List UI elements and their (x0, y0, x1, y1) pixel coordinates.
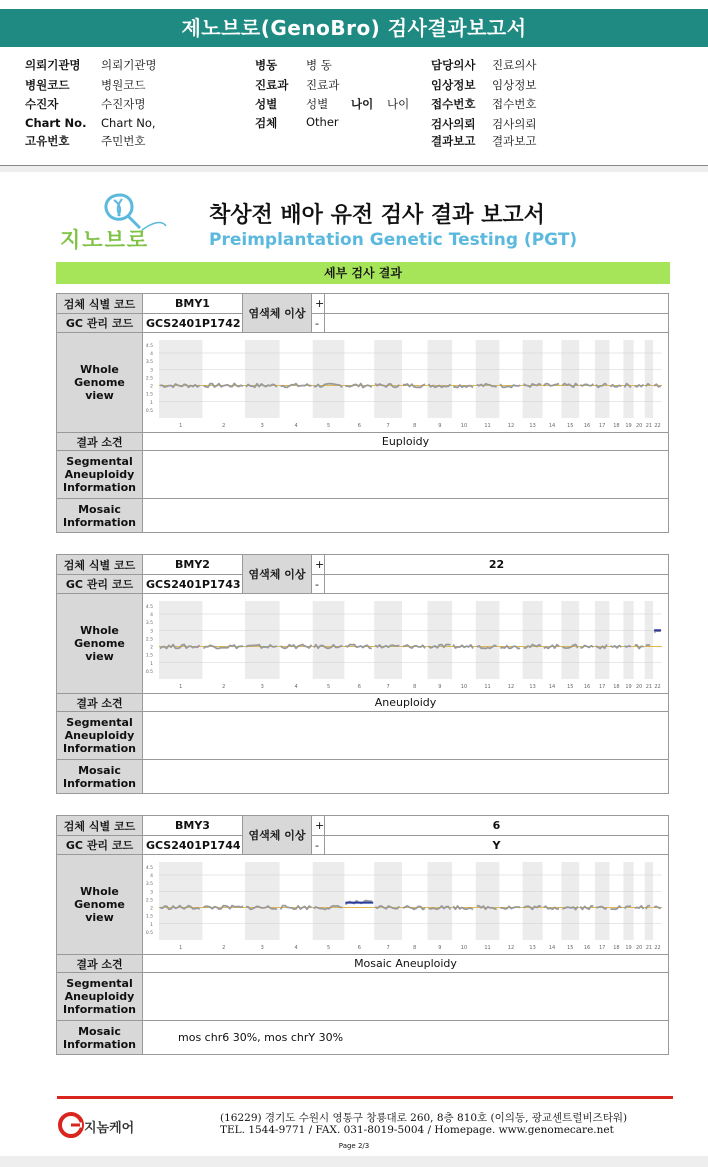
x-tick-label: 6 (357, 944, 361, 951)
whole-genome-label: Whole Genome view (57, 594, 143, 694)
x-tick-label: 15 (567, 944, 574, 951)
sample-table (56, 554, 669, 794)
x-tick-label: 9 (438, 422, 442, 429)
genome-chart (143, 334, 670, 432)
y-tick-label: 1 (150, 400, 153, 406)
segmental-label: Segmental Aneuploidy Information (57, 973, 143, 1021)
x-tick-label: 8 (413, 422, 417, 429)
info-label: Chart No. (25, 116, 87, 130)
chromosome-band (428, 340, 453, 418)
footer-contact: TEL. 1544-9771 / FAX. 031-8019-5004 / Homepage. www.genomecare.net (220, 1124, 614, 1136)
sample-code-label: 검체 식별 코드 (57, 555, 143, 575)
info-value: 병 동 (306, 58, 332, 72)
x-tick-label: 20 (636, 683, 643, 690)
x-tick-label: 9 (438, 944, 442, 951)
x-tick-label: 16 (583, 683, 591, 690)
x-tick-label: 8 (413, 683, 417, 690)
x-tick-label: 22 (654, 683, 661, 690)
mosaic-value (143, 499, 669, 533)
chromosome-band (595, 601, 610, 679)
chromosome-band (374, 601, 402, 679)
chromosome-band (159, 601, 203, 679)
info-label: 검체 (255, 116, 278, 130)
copy-number-trace (635, 384, 644, 386)
y-tick-label: 4 (150, 612, 153, 618)
chromosome-band (523, 862, 543, 940)
y-tick-label: 0.5 (145, 930, 153, 936)
info-value: 병원코드 (101, 78, 146, 92)
info-label: 담당의사 (431, 58, 476, 72)
segmental-label: Segmental Aneuploidy Information (57, 712, 143, 760)
info-value: 임상정보 (492, 78, 537, 92)
finding-value: Mosaic Aneuploidy (143, 955, 669, 973)
mosaic-value (143, 760, 669, 794)
x-tick-label: 7 (386, 944, 390, 951)
chromosome-abnormality-label: 염색체 이상 (243, 555, 312, 594)
y-tick-label: 3.5 (145, 881, 153, 887)
x-tick-label: 4 (294, 422, 298, 429)
y-tick-label: 2 (150, 384, 153, 389)
info-value: Chart No, (101, 116, 156, 130)
x-tick-label: 10 (460, 944, 468, 951)
finding-label: 결과 소견 (57, 433, 143, 451)
x-tick-label: 11 (484, 422, 491, 429)
x-tick-label: 19 (625, 944, 632, 951)
x-tick-label: 6 (357, 422, 361, 429)
chromosome-band (245, 601, 280, 679)
genome-chart (143, 856, 670, 954)
x-tick-label: 4 (294, 683, 298, 690)
x-tick-label: 20 (636, 422, 643, 429)
info-value: 결과보고 (492, 134, 537, 148)
x-tick-label: 4 (294, 944, 298, 951)
info-value: 성별 (306, 97, 329, 111)
mosaic-label: Mosaic Information (57, 499, 143, 533)
x-tick-label: 13 (529, 683, 536, 690)
info-label: 접수번호 (431, 97, 476, 111)
info-label: 의뢰기관명 (25, 58, 81, 72)
y-tick-label: 4 (150, 873, 153, 879)
chromosome-band (313, 601, 345, 679)
mosaic-label: Mosaic Information (57, 760, 143, 794)
chromosome-abnormality-label: 염색체 이상 (243, 816, 312, 855)
x-tick-label: 10 (460, 422, 468, 429)
x-tick-label: 21 (645, 422, 653, 429)
x-tick-label: 11 (484, 683, 491, 690)
x-tick-label: 8 (413, 944, 417, 951)
y-tick-label: 2.5 (145, 375, 153, 381)
section-title: 세부 검사 결과 (56, 262, 670, 284)
genome-chart (143, 595, 670, 693)
info-value: 검사의뢰 (492, 117, 537, 131)
x-tick-label: 14 (548, 944, 556, 951)
chromosome-band (523, 340, 543, 418)
divider-band (0, 166, 708, 172)
chromosome-band (313, 862, 345, 940)
x-tick-label: 13 (529, 422, 536, 429)
x-tick-label: 18 (613, 422, 620, 429)
chromosome-band (623, 340, 633, 418)
x-tick-label: 22 (654, 422, 661, 429)
chromosome-band (595, 862, 610, 940)
footer-company: 지놈케어 (84, 1121, 135, 1136)
x-tick-label: 15 (567, 683, 574, 690)
x-tick-label: 12 (507, 683, 515, 690)
sample-code-value: BMY1 (143, 294, 243, 314)
loss-value (325, 575, 669, 594)
chromosome-band (595, 340, 610, 418)
info-label: 수진자 (25, 97, 59, 111)
chromosome-abnormality-label: 염색체 이상 (243, 294, 312, 333)
x-tick-label: 2 (222, 683, 226, 690)
y-tick-label: 4 (150, 351, 153, 357)
info-label: 성별 (255, 97, 278, 111)
info-value: 나이 (387, 97, 410, 111)
y-tick-label: 0.5 (145, 408, 153, 414)
chromosome-band (645, 340, 653, 418)
y-tick-label: 1 (150, 661, 153, 667)
info-label: 검사의뢰 (431, 117, 476, 131)
y-tick-label: 1 (150, 922, 153, 928)
x-tick-label: 16 (583, 944, 591, 951)
chromosome-band (561, 601, 579, 679)
chromosome-band (645, 601, 653, 679)
mosaic-value: mos chr6 30%, mos chrY 30% (143, 1021, 669, 1055)
sample-code-label: 검체 식별 코드 (57, 816, 143, 836)
y-tick-label: 3 (150, 367, 153, 373)
report-title-korean: 착상전 배아 유전 검사 결과 보고서 (209, 203, 545, 228)
x-tick-label: 19 (625, 422, 632, 429)
info-label: 나이 (351, 97, 374, 111)
x-tick-label: 20 (636, 944, 643, 951)
copy-number-trace (204, 645, 244, 648)
y-tick-label: 1.5 (145, 392, 153, 398)
chromosome-band (159, 340, 203, 418)
mosaic-label: Mosaic Information (57, 1021, 143, 1055)
y-tick-label: 3 (150, 889, 153, 895)
patient-info (0, 52, 708, 164)
segmental-value (143, 712, 669, 760)
x-tick-label: 19 (625, 683, 632, 690)
y-tick-label: 3 (150, 628, 153, 634)
x-tick-label: 22 (654, 944, 661, 951)
chromosome-band (476, 862, 500, 940)
loss-value (325, 314, 669, 333)
finding-value: Aneuploidy (143, 694, 669, 712)
y-tick-label: 4.5 (145, 604, 153, 610)
x-tick-label: 2 (222, 422, 226, 429)
x-tick-label: 5 (326, 944, 331, 951)
gain-sign: + (312, 816, 325, 836)
loss-sign: - (312, 314, 325, 333)
x-tick-label: 17 (598, 683, 606, 690)
x-tick-label: 1 (179, 683, 183, 690)
x-tick-label: 3 (260, 944, 264, 951)
gain-sign: + (312, 294, 325, 314)
sample-table (56, 815, 669, 1055)
genome-chart-cell (143, 333, 669, 433)
bottom-band (0, 1156, 708, 1167)
finding-value: Euploidy (143, 433, 669, 451)
x-tick-label: 14 (548, 683, 556, 690)
info-value: 접수번호 (492, 97, 537, 111)
x-tick-label: 1 (179, 422, 183, 429)
x-tick-label: 7 (386, 683, 390, 690)
x-tick-label: 11 (484, 944, 491, 951)
info-label: 고유번호 (25, 134, 70, 148)
chromosome-band (645, 862, 653, 940)
gc-code-value: GCS2401P1743 (143, 575, 243, 594)
gc-code-label: GC 관리 코드 (57, 836, 143, 855)
loss-sign: - (312, 575, 325, 594)
chromosome-band (428, 862, 453, 940)
sample-code-label: 검체 식별 코드 (57, 294, 143, 314)
x-tick-label: 5 (326, 422, 331, 429)
genome-chart-cell (143, 594, 669, 694)
x-tick-label: 21 (645, 683, 653, 690)
copy-number-trace (204, 383, 244, 387)
copy-number-trace (453, 906, 473, 909)
finding-label: 결과 소견 (57, 694, 143, 712)
copy-number-trace (646, 644, 650, 645)
report-title-english: Preimplantation Genetic Testing (PGT) (209, 230, 578, 250)
y-tick-label: 4.5 (145, 865, 153, 871)
footer-divider (57, 1096, 673, 1099)
info-label: 병원코드 (25, 78, 70, 92)
segmental-value (143, 973, 669, 1021)
footer-address: (16229) 경기도 수원시 영통구 창룡대로 260, 8층 810호 (이의동, 광교센트럴비즈타워) (220, 1112, 628, 1124)
gain-value: 22 (325, 555, 669, 575)
gain-value: 6 (325, 816, 669, 836)
x-tick-label: 3 (260, 422, 264, 429)
info-value: 진료과 (306, 78, 340, 92)
chromosome-band (159, 862, 203, 940)
x-tick-label: 1 (179, 944, 183, 951)
loss-sign: - (312, 836, 325, 855)
gain-sign: + (312, 555, 325, 575)
chromosome-band (523, 601, 543, 679)
page-number: Page 2/3 (338, 1142, 370, 1150)
y-tick-label: 2.5 (145, 897, 153, 903)
info-value: Other (306, 115, 339, 129)
loss-value: Y (325, 836, 669, 855)
info-value: 수진자명 (101, 97, 146, 111)
x-tick-label: 12 (507, 944, 515, 951)
chromosome-band (561, 340, 579, 418)
sample-code-value: BMY3 (143, 816, 243, 836)
copy-number-trace (635, 905, 644, 908)
info-label: 결과보고 (431, 134, 476, 148)
x-tick-label: 3 (260, 683, 264, 690)
copy-number-trace (624, 645, 631, 646)
finding-label: 결과 소견 (57, 955, 143, 973)
copy-number-trace (500, 906, 520, 908)
y-tick-label: 0.5 (145, 669, 153, 675)
chromosome-band (476, 340, 500, 418)
info-value: 진료의사 (492, 58, 537, 72)
x-tick-label: 13 (529, 944, 536, 951)
info-value: 의뢰기관명 (101, 58, 157, 72)
info-label: 병동 (255, 58, 278, 72)
chromosome-band (374, 340, 402, 418)
x-tick-label: 12 (507, 422, 515, 429)
chromosome-band (245, 862, 280, 940)
y-tick-label: 3.5 (145, 620, 153, 626)
chromosome-band (623, 862, 633, 940)
sample-table (56, 293, 669, 533)
info-label: 진료과 (255, 78, 289, 92)
x-tick-label: 18 (613, 944, 620, 951)
chromosome-band (623, 601, 633, 679)
chromosome-band (428, 601, 453, 679)
chromosome-band (476, 601, 500, 679)
x-tick-label: 17 (598, 422, 606, 429)
sample-code-value: BMY2 (143, 555, 243, 575)
x-tick-label: 17 (598, 944, 606, 951)
x-tick-label: 15 (567, 422, 574, 429)
y-tick-label: 3.5 (145, 359, 153, 365)
x-tick-label: 14 (548, 422, 556, 429)
x-tick-label: 6 (357, 683, 361, 690)
segmental-label: Segmental Aneuploidy Information (57, 451, 143, 499)
y-tick-label: 2 (150, 645, 153, 650)
gc-code-label: GC 관리 코드 (57, 575, 143, 594)
copy-number-trace (654, 384, 661, 387)
segmental-value (143, 451, 669, 499)
x-tick-label: 10 (460, 683, 468, 690)
whole-genome-label: Whole Genome view (57, 333, 143, 433)
whole-genome-label: Whole Genome view (57, 855, 143, 955)
info-value: 주민번호 (101, 134, 146, 148)
genome-chart-cell (143, 855, 669, 955)
chromosome-band (313, 340, 345, 418)
info-label: 임상정보 (431, 78, 476, 92)
y-tick-label: 1.5 (145, 653, 153, 659)
chromosome-band (374, 862, 402, 940)
x-tick-label: 16 (583, 422, 591, 429)
gc-code-label: GC 관리 코드 (57, 314, 143, 333)
y-tick-label: 2 (150, 906, 153, 911)
chromosome-band (245, 340, 280, 418)
x-tick-label: 9 (438, 683, 442, 690)
x-tick-label: 21 (645, 944, 653, 951)
copy-number-trace (580, 645, 593, 647)
gc-code-value: GCS2401P1744 (143, 836, 243, 855)
chromosome-band (561, 862, 579, 940)
genobro-logo-text: 지노브로 (60, 228, 150, 252)
y-tick-label: 2.5 (145, 636, 153, 642)
gain-value (325, 294, 669, 314)
genomecare-logo-icon (58, 1112, 84, 1138)
copy-number-trace (610, 645, 621, 647)
x-tick-label: 5 (326, 683, 331, 690)
gc-code-value: GCS2401P1742 (143, 314, 243, 333)
x-tick-label: 18 (613, 683, 620, 690)
copy-number-trace (654, 906, 661, 908)
x-tick-label: 7 (386, 422, 390, 429)
y-tick-label: 1.5 (145, 914, 153, 920)
report-header-title: 제노브로(GenoBro) 검사결과보고서 (0, 9, 708, 47)
y-tick-label: 4.5 (145, 343, 153, 349)
x-tick-label: 2 (222, 944, 226, 951)
